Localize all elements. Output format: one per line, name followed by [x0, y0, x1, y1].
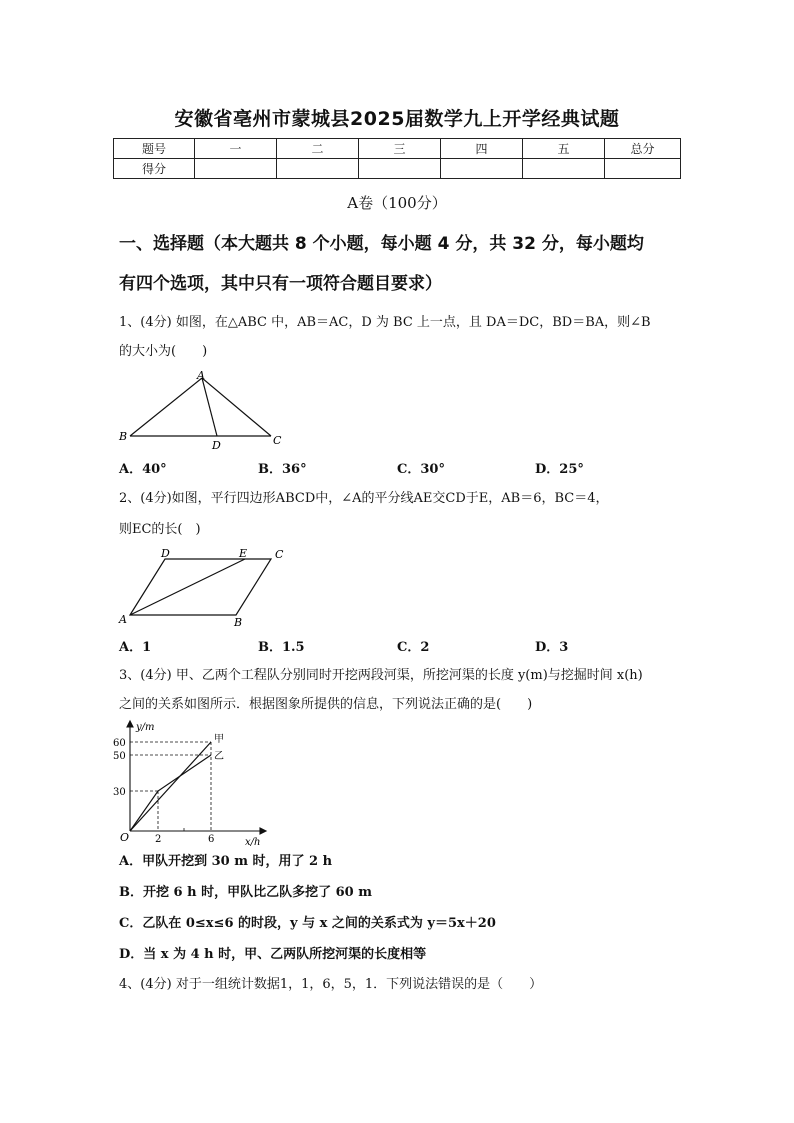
q3-option-b: B．开挖 6 h 时，甲队比乙队多挖了 60 m [119, 885, 372, 900]
q1-option-d: D．25° [535, 462, 584, 477]
q2-option-d: D．3 [535, 640, 569, 655]
y-tick-30: 30 [113, 787, 126, 798]
y-axis-arrow [127, 721, 133, 727]
edge-ab [130, 378, 202, 436]
score-cell [441, 159, 523, 179]
x-axis-arrow [260, 828, 266, 834]
label-d: D [212, 439, 221, 452]
q1-option-c: C．30° [397, 462, 445, 477]
score-cell [195, 159, 277, 179]
score-header-cell: 一 [195, 139, 277, 159]
volume-heading: A卷（100分） [347, 194, 447, 212]
q1-option-a: A．40° [119, 462, 167, 477]
section-heading-line2: 有四个选项，其中只有一项符合题目要求） [119, 274, 442, 294]
label-b: B [234, 616, 243, 629]
y-tick-50: 50 [113, 751, 126, 762]
edge-ad [202, 378, 217, 436]
q1-option-b: B．36° [258, 462, 307, 477]
q3-option-a: A．甲队开挖到 30 m 时，用了 2 h [119, 854, 333, 869]
score-row-label: 得分 [114, 159, 195, 179]
q2-option-a: A．1 [119, 640, 152, 655]
x-tick-2: 2 [155, 834, 162, 845]
label-a: A [197, 369, 205, 382]
label-c: C [275, 548, 284, 561]
q2-stem-line1: 2、(4分)如图，平行四边形ABCD中，∠A的平分线AE交CD于E，AB＝6，BC＝4， [119, 491, 609, 506]
y-tick-60: 60 [113, 738, 126, 749]
y-axis-label: y/m [136, 722, 155, 733]
q2-stem-line2: 则EC的长( ) [119, 522, 201, 537]
origin-label: O [120, 831, 130, 844]
score-header-cell: 五 [523, 139, 605, 159]
score-header-cell: 四 [441, 139, 523, 159]
x-tick-6: 6 [208, 834, 215, 845]
label-a: A [119, 613, 127, 626]
label-d: D [161, 547, 170, 560]
edge-ac [202, 378, 271, 436]
q1-stem-line1: 1、(4分) 如图，在△ABC 中，AB＝AC，D 为 BC 上一点，且 DA＝DC，BD＝BA，则∠B [119, 315, 651, 330]
score-cell [359, 159, 441, 179]
q3-stem-line2: 之间的关系如图所示．根据图象所提供的信息，下列说法正确的是( ) [119, 697, 533, 712]
q3-option-d: D．当 x 为 4 h 时，甲、乙两队所挖河渠的长度相等 [119, 947, 427, 962]
x-axis-label: x/h [245, 837, 261, 848]
label-c: C [273, 434, 282, 447]
score-table-score-row [114, 159, 681, 179]
q2-option-b: B．1.5 [258, 640, 305, 655]
score-header-cell: 题号 [114, 139, 195, 159]
q2-parallelogram-figure [115, 544, 295, 629]
section-heading-line1: 一、选择题（本大题共 8 个小题，每小题 4 分，共 32 分，每小题均 [119, 234, 644, 254]
parallelogram-abcd [130, 559, 271, 615]
q4-stem-line1: 4、(4分) 对于一组统计数据1，1，6，5，1．下列说法错误的是（ ） [119, 977, 543, 992]
score-table-header-row [114, 139, 681, 159]
score-cell [277, 159, 359, 179]
score-header-cell: 二 [277, 139, 359, 159]
q3-option-c: C．乙队在 0≤x≤6 的时段，y 与 x 之间的关系式为 y＝5x＋20 [119, 916, 496, 931]
score-cell [523, 159, 605, 179]
q1-triangle-figure [115, 368, 295, 453]
score-cell [605, 159, 681, 179]
q3-graph-figure [112, 718, 272, 850]
series-yi-label: 乙 [214, 751, 224, 762]
q1-stem-line2: 的大小为( ) [119, 344, 208, 359]
series-yi-line [130, 755, 211, 831]
score-header-cell: 三 [359, 139, 441, 159]
q2-option-c: C．2 [397, 640, 430, 655]
score-header-cell: 总分 [605, 139, 681, 159]
label-e: E [239, 547, 248, 560]
label-b: B [119, 430, 128, 443]
series-jia-label: 甲 [214, 734, 224, 745]
page-title: 安徽省亳州市蒙城县2025届数学九上开学经典试题 [174, 108, 620, 130]
score-table [113, 138, 681, 179]
q3-stem-line1: 3、(4分) 甲、乙两个工程队分别同时开挖两段河渠，所挖河渠的长度 y(m)与挖掘时间 x(h) [119, 668, 643, 683]
